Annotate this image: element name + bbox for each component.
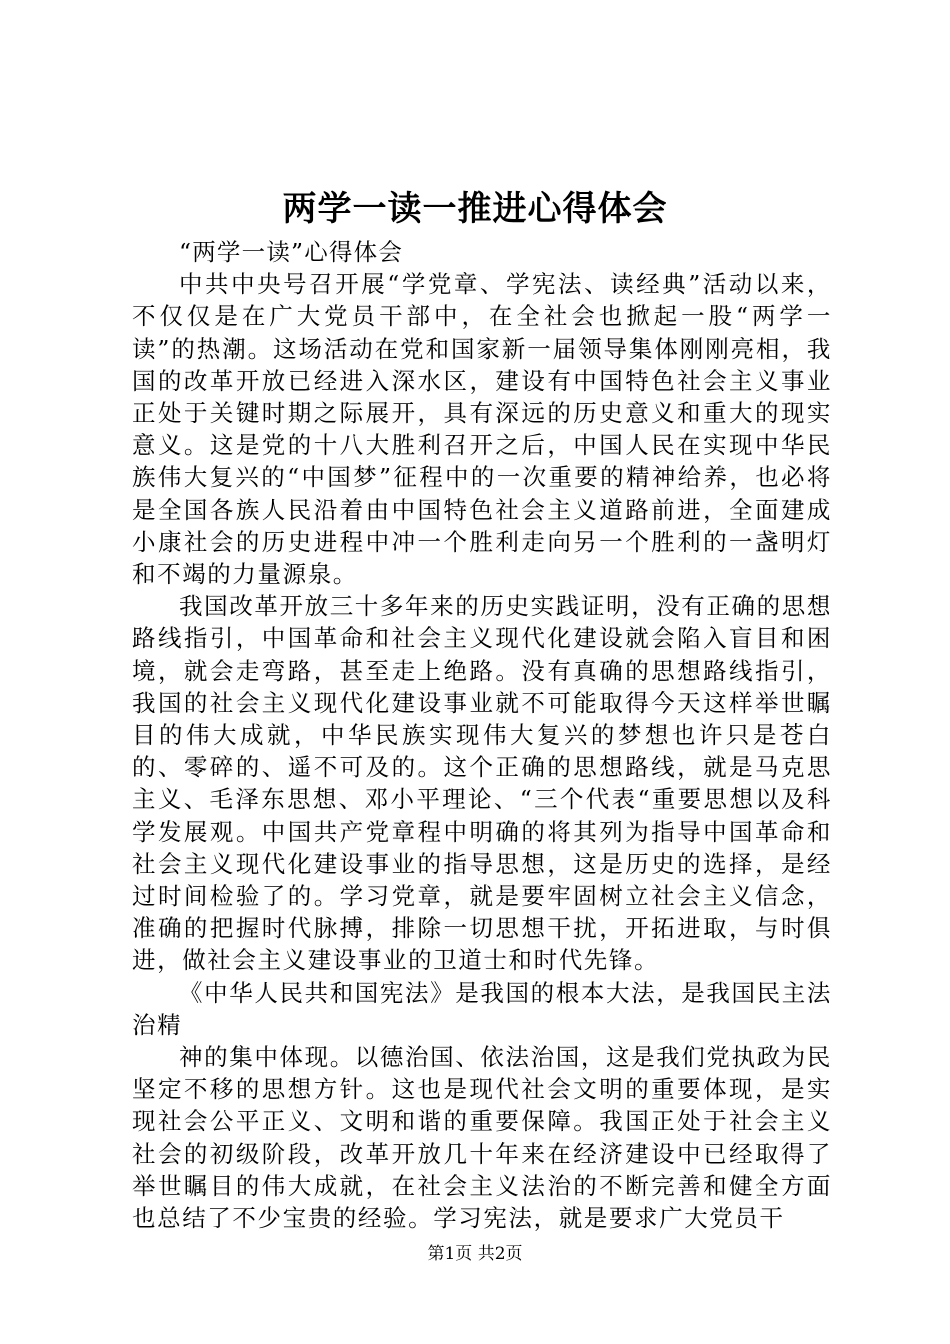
paragraph: 中共中央号召开展“学党章、学宪法、读经典”活动以来，不仅仅是在广大党员干部中，在全社会也掀起一股“两学一读”的热潮。这场活动在党和国家新一届领导集体刚刚亮相，我国的改革开放已经进入深水区，建设有中国特色社会主义事业正处于关键时期之际展开，具有深远的历史意义和重大的现实意义。这是党的十八大胜利召开之后，中国人民在实现中华民族伟大复兴的“中国梦”征程中的一次重要的精神给养，也必将是全国各族人民沿着由中国特色社会主义道路前进，全面建成小康社会的历史进程中冲一个胜利走向另一个胜利的一盏明灯和不竭的力量源泉。 (132, 270, 832, 589)
page-number-footer: 第1页 共2页 (427, 1244, 523, 1264)
paragraph-subtitle: “两学一读”心得体会 (179, 238, 404, 266)
document-title: 两学一读一推进心得体会 (282, 189, 668, 229)
paragraph: 我国改革开放三十多年来的历史实践证明，没有正确的思想路线指引，中国革命和社会主义现代化建设就会陷入盲目和困境，就会走弯路，甚至走上绝路。没有真确的思想路线指引，我国的社会主义现代化建设事业就不可能取得今天这样举世瞩目的伟大成就，中华民族实现伟大复兴的梦想也许只是苍白的、零碎的、遥不可及的。这个正确的思想路线，就是马克思主义、毛泽东思想、邓小平理论、“三个代表“重要思想以及科学发展观。中国共产党章程中明确的将其列为指导中国革命和社会主义现代化建设事业的指导思想，这是历史的选择，是经过时间检验了的。学习党章，就是要牢固树立社会主义信念，准确的把握时代脉搏，排除一切思想干扰，开拓进取，与时俱进，做社会主义建设事业的卫道士和时代先锋。 (132, 592, 832, 975)
paragraph: 《中华人民共和国宪法》是我国的根本大法，是我国民主法治精 (132, 978, 832, 1039)
paragraph: 神的集中体现。以德治国、依法治国，这是我们党执政为民坚定不移的思想方针。这也是现代社会文明的重要体现，是实现社会公平正义、文明和谐的重要保障。我国正处于社会主义社会的初级阶段，改革开放几十年来在经济建设中已经取得了举世瞩目的伟大成就，在社会主义法治的不断完善和健全方面也总结了不少宝贵的经验。学习宪法，就是要求广大党员干 (132, 1043, 832, 1233)
document-body (132, 236, 832, 1234)
